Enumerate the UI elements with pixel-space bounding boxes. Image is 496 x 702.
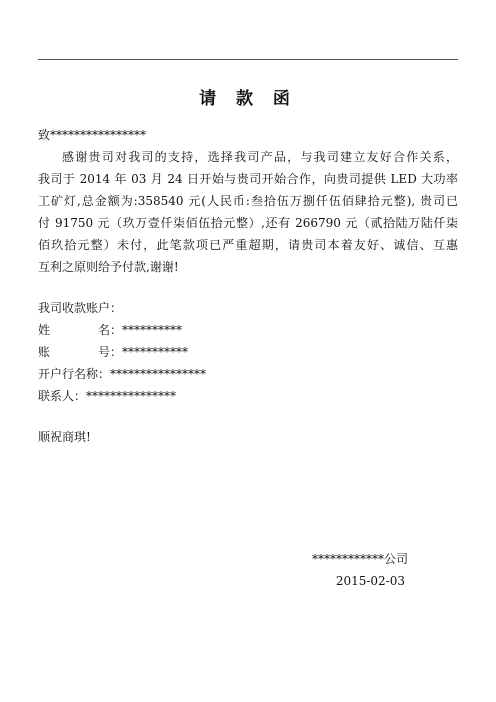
contact-label: 联系人：: [38, 389, 87, 403]
account-name-label-char-1: 姓: [38, 323, 51, 337]
account-name-label: [38, 319, 122, 341]
account-number-label-char-1: 账: [38, 345, 51, 359]
account-number-row: [38, 341, 458, 363]
account-heading: 我司收款账户：: [38, 301, 123, 315]
signature-date: 2015-02-03: [335, 574, 405, 588]
account-name-row: [38, 319, 458, 341]
letter-title: 请 款 函: [199, 89, 297, 109]
contact-value: ***************: [86, 389, 177, 403]
contact-row: [38, 385, 458, 407]
spacer: [38, 407, 458, 426]
body-line-1: 感谢贵司对我司的支持，选择我司产品，与我司建立友好合作关系，: [62, 150, 458, 164]
bank-name-value: ****************: [110, 367, 207, 381]
account-number-label: [38, 341, 122, 363]
body-paragraph: [38, 146, 458, 278]
body-line-5: 佰玖拾元整）未付，此笔款项已严重超期，请贵司本着友好、诚信、互惠: [38, 238, 458, 252]
body-line-6: 互利之原则给予付款,谢谢!: [38, 260, 179, 274]
spacer: [38, 278, 458, 297]
bank-name-label: 开户行名称：: [38, 367, 111, 381]
letter-content: [38, 124, 458, 448]
account-number-label-char-2: 号：: [98, 345, 123, 359]
body-line-2: 我司于 2014 年 03 月 24 日开始与贵司开始合作，向贵司提供 LED 大功率: [38, 172, 458, 186]
account-name-value: **********: [122, 323, 182, 337]
header-rule: [38, 59, 458, 60]
account-number-value: ***********: [122, 345, 188, 359]
signature-company: ************公司: [311, 552, 408, 566]
body-line-3: 工矿灯,总金额为:358540 元(人民币:叁拾伍万捌仟伍佰肆拾元整), 贵司已: [38, 194, 458, 208]
greeting-line: 致****************: [38, 128, 147, 142]
bank-name-row: [38, 363, 458, 385]
body-line-4: 付 91750 元（玖万壹仟柒佰伍拾元整）,还有 266790 元（贰拾陆万陆仟柒: [38, 216, 458, 230]
closing-line: 顺祝商琪!: [38, 430, 91, 444]
signature-block: [312, 548, 408, 592]
account-name-label-char-2: 名：: [98, 323, 123, 337]
